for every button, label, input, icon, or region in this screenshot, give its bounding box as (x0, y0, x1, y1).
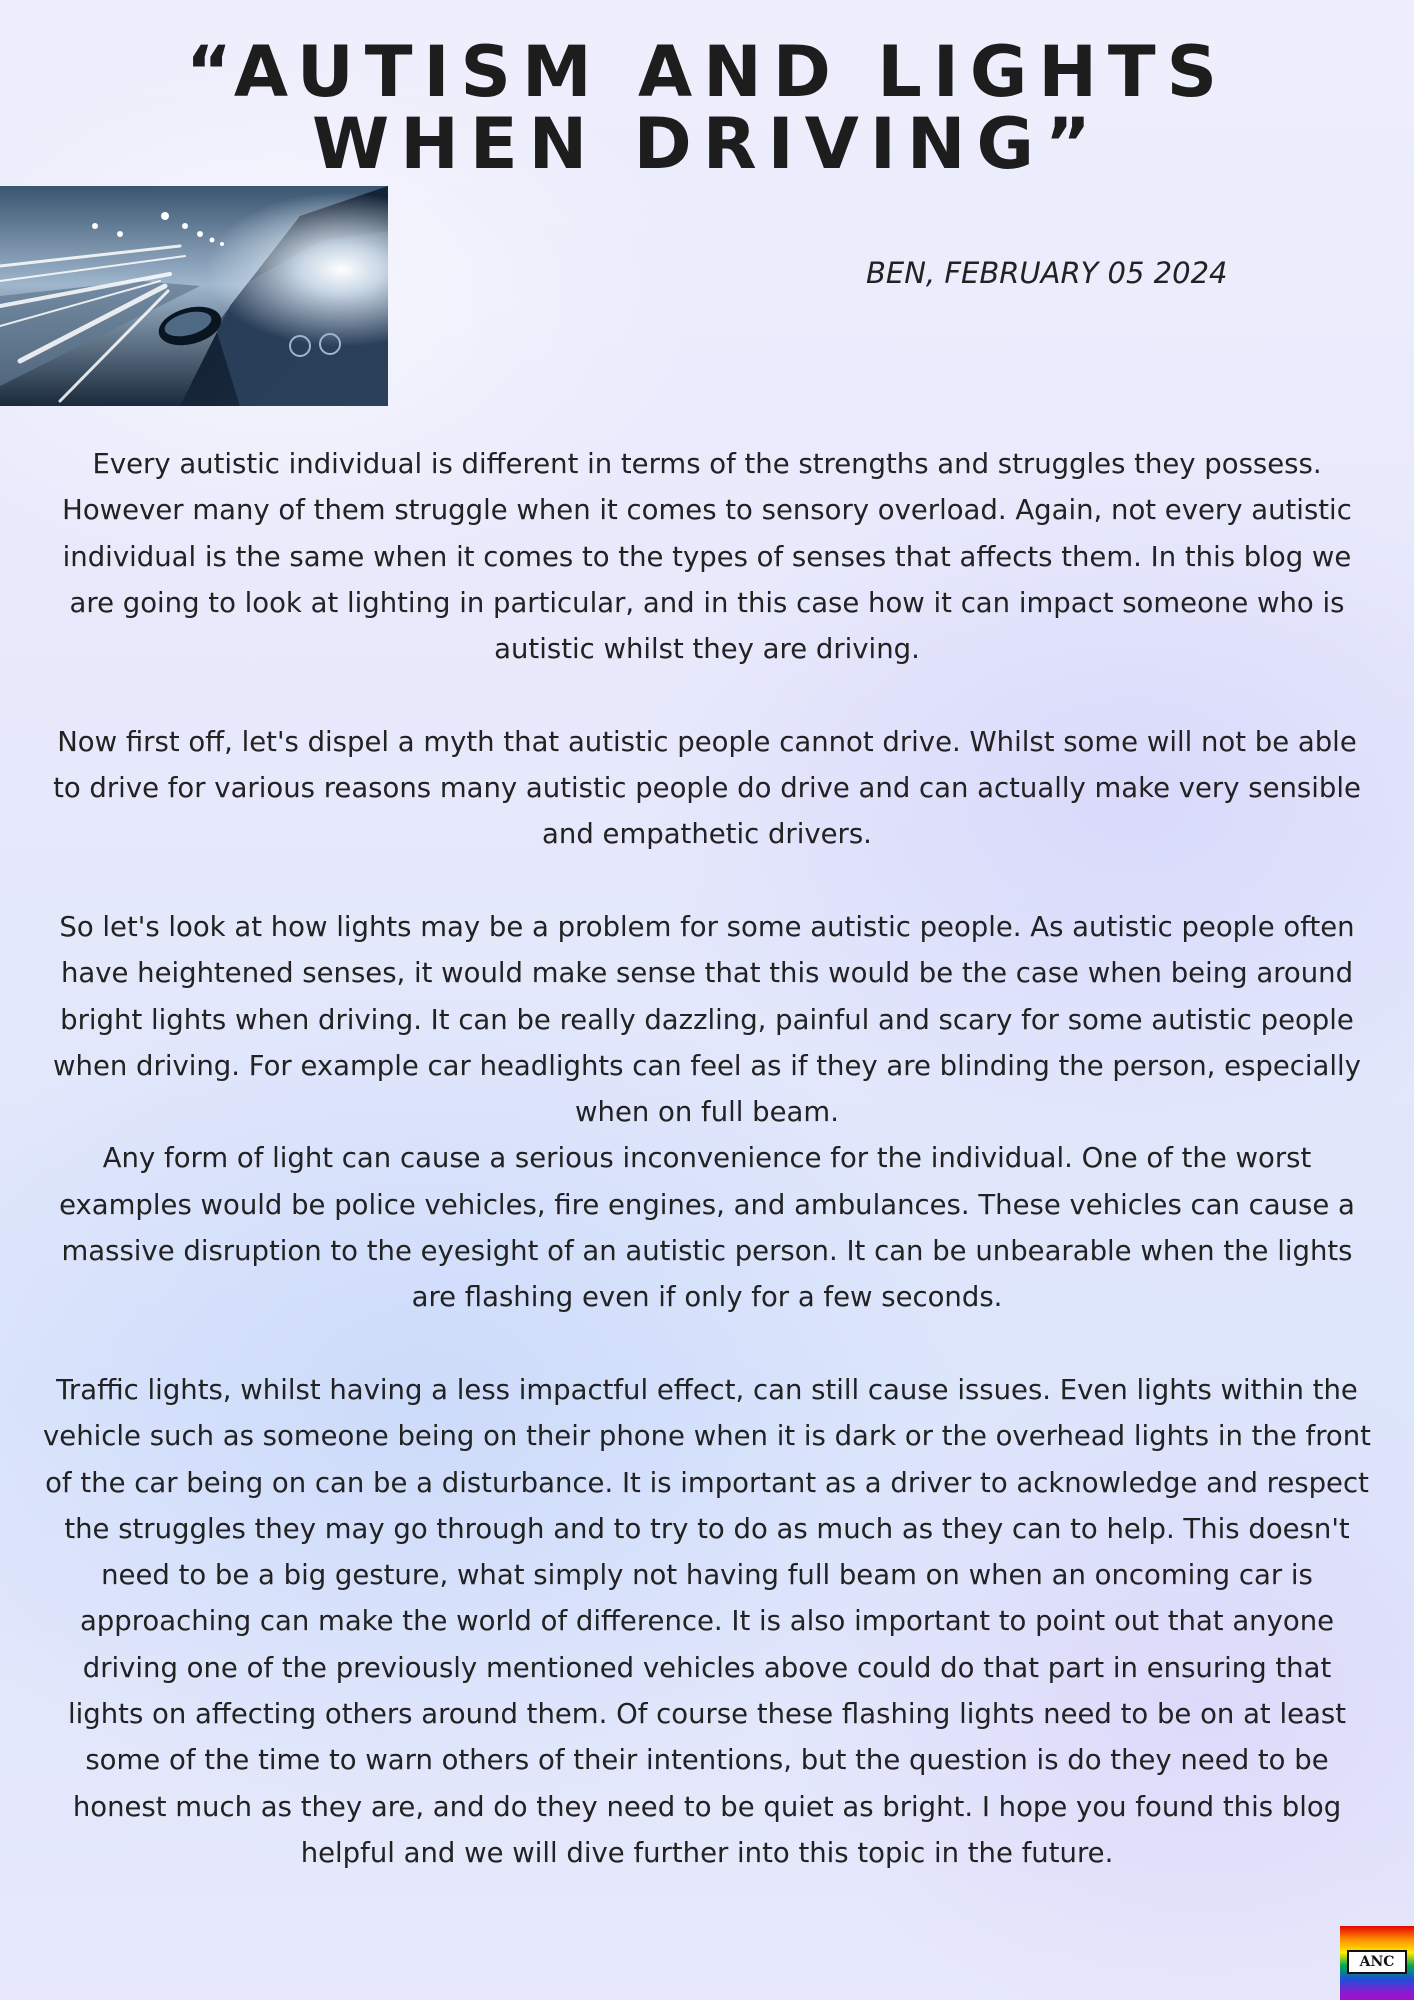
page-title: “AUTISM AND LIGHTS WHEN DRIVING” (185, 31, 1229, 185)
logo-text: ANC (1347, 1950, 1407, 1974)
paragraph-intro: Every autistic individual is different in terms of the strengths and struggles they possess. However many of them struggle when it comes to sensory overload. Again, not every autistic individual is the same when it comes to the types of senses that affects them. In this blog we are going to look at lighting in particular, and in this case how it can impact someone who is autistic whilst they are driving. (62, 448, 1352, 666)
paragraph-myth: Now first off, let's dispel a myth that autistic people cannot drive. Whilst some will not be able to drive for various reasons many autistic people do drive and can actually make very sensible and empathetic drivers. (53, 725, 1361, 851)
paragraph-emergency-vehicles: Any form of light can cause a serious inconvenience for the individual. One of the worst examples would be police vehicles, fire engines, and ambulances. These vehicles can cause a massive disruption to the eyesight of an autistic person. It can be unbearable when the lights are flashing even if only for a few seconds. (59, 1142, 1355, 1314)
author-date-byline: BEN, FEBRUARY 05 2024 (866, 256, 1228, 290)
paragraph-traffic-lights: Traffic lights, whilst having a less impactful effect, can still cause issues. Even lights within the vehicle such as someone being on their phone when it is dark or the overhead lights in the front of the car being on can be a disturbance. It is important as a driver to acknowledge and respect the struggles they may go through and to try to do as much as they can to help. This doesn't need to be a big gesture, what simply not having full beam on when an oncoming car is approaching can make the world of difference. It is also important to point out that anyone driving one of the previously mentioned vehicles above could do that part in ensuring that lights on affecting others around them. Of course these flashing lights need to be on at least some of the time to warn others of their intentions, but the question is do they need to be honest much as they are, and do they need to be quiet as bright. I hope you found this blog helpful and we will dive further into this topic in the future. (43, 1373, 1371, 1869)
anc-rainbow-logo (1340, 1926, 1414, 2000)
article-body (42, 441, 1372, 1876)
paragraph-lights-problem: So let's look at how lights may be a problem for some autistic people. As autistic people often have heightened senses, it would make sense that this would be the case when being around bright lights when driving. It can be really dazzling, painful and scary for some autistic people when driving. For example car headlights can feel as if they are blinding the person, especially when on full beam. (53, 910, 1361, 1129)
car-headlights-photo (0, 186, 388, 406)
